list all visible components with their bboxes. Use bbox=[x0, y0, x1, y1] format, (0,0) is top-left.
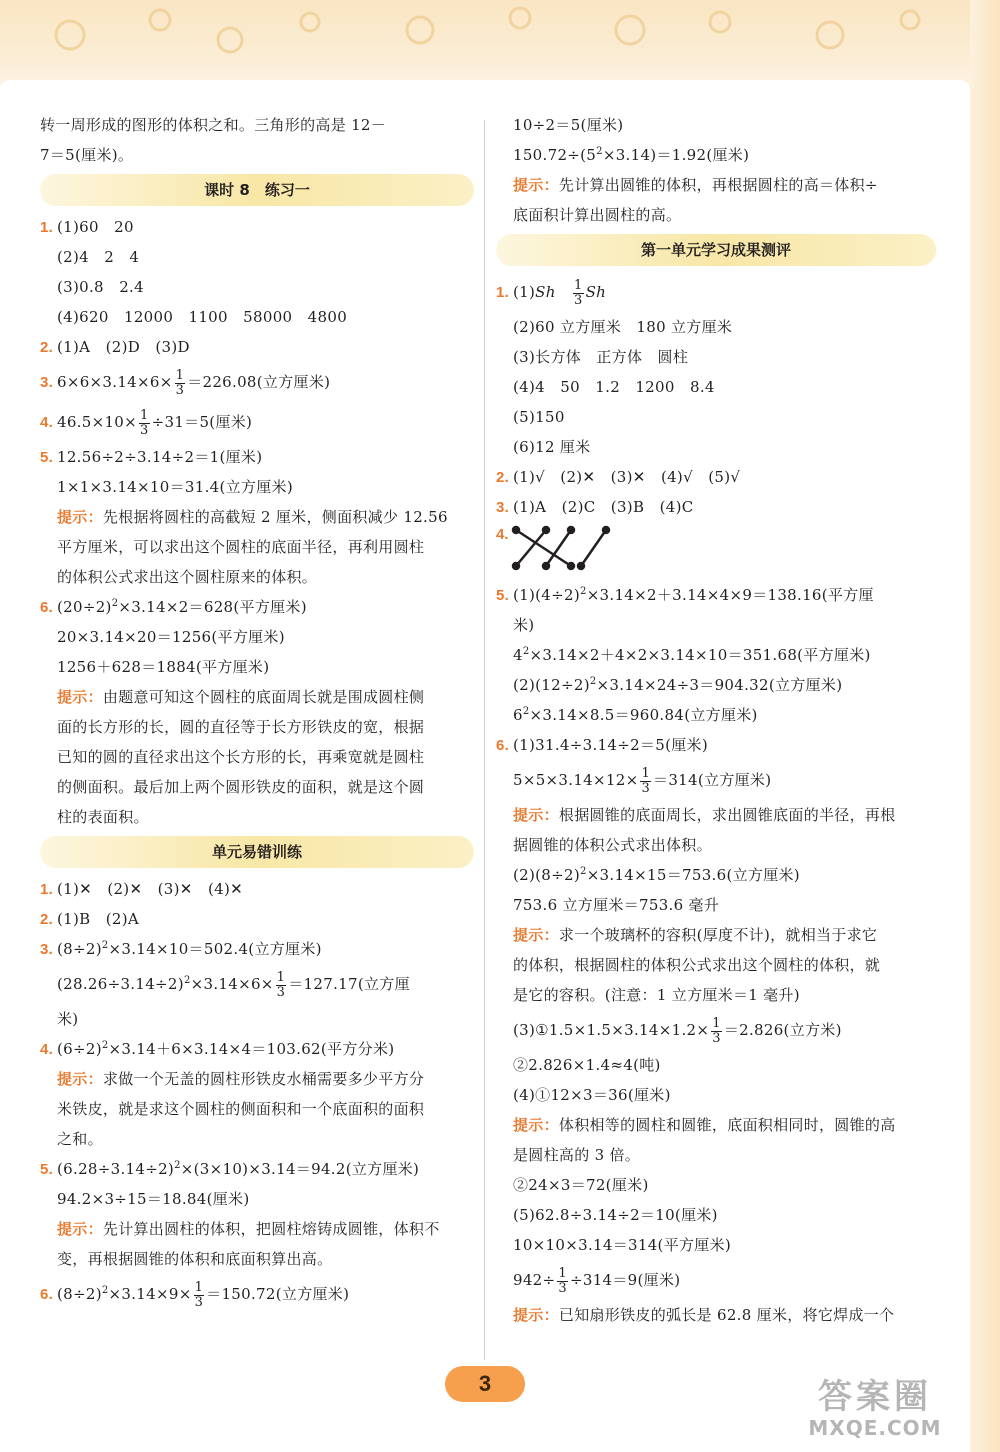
tip-line: 提示：求一个玻璃杯的容积(厚度不计)，就相当于求它 bbox=[513, 926, 878, 944]
answer-line: (3)①1.5×1.5×3.14×1.2× $\frac{1}{3}$ ＝2.826(立方米) bbox=[513, 1015, 842, 1046]
tip-label: 提示： bbox=[513, 1116, 559, 1134]
answer-line: (3)长方体 正方体 圆柱 bbox=[513, 348, 689, 366]
tip-line: 提示：根据圆锥的底面周长，求出圆锥底面的半径，再根 bbox=[513, 806, 896, 824]
fraction: $\frac{1}{3}$ bbox=[175, 367, 185, 398]
tip-line: 提示：已知扇形铁皮的弧长是 62.8 厘米，将它焊成一个 bbox=[513, 1306, 895, 1324]
tip-line: 是它的容积。(注意：1 立方厘米＝1 毫升) bbox=[513, 986, 800, 1004]
section-header-error-training: 单元易错训练 bbox=[40, 836, 474, 868]
tip-line: 米铁皮，就是求这个圆柱的侧面积和一个底面积的面积 bbox=[57, 1100, 425, 1118]
tip-line: 提示：由题意可知这个圆柱的底面周长就是围成圆柱侧 bbox=[57, 688, 425, 706]
answer-line: 1. (1)60 20 bbox=[40, 212, 474, 242]
answer-line: (6)12 厘米 bbox=[513, 438, 591, 456]
fraction: $\frac{1}{3}$ bbox=[574, 277, 583, 308]
tip-line: 柱的表面积。 bbox=[57, 808, 149, 826]
answer-line: 5×5×3.14×12× $\frac{1}{3}$ ＝314(立方厘米) bbox=[513, 765, 772, 796]
tip-label: 提示： bbox=[513, 176, 559, 194]
question-number: 6. bbox=[40, 1286, 54, 1303]
answer-line: $4^2\times 3.14\times 2+4\times 2\times 3.14\times 10=351.68$(平方厘米) bbox=[513, 646, 871, 664]
answer-line: 6. (1)31.4÷3.14÷2＝5(厘米) bbox=[496, 730, 936, 760]
tip-line: 的体积，根据圆柱的体积公式求出这个圆柱的体积，就 bbox=[513, 956, 881, 974]
right-edge-band bbox=[970, 0, 1000, 1452]
answer-line: $(2)(8\div 2)^2\times 3.14\times 15=753.6$(立方厘米) bbox=[513, 866, 800, 884]
tip-line: 的侧面积。最后加上两个圆形铁皮的面积，就是这个圆 bbox=[57, 778, 425, 796]
section-header-lesson8: 课时 8 练习一 bbox=[40, 174, 474, 206]
question-number: 6. bbox=[40, 599, 54, 616]
fraction: $\frac{1}{3}$ bbox=[194, 1279, 204, 1310]
answer-line: (5)150 bbox=[513, 408, 565, 426]
fraction: $\frac{1}{3}$ bbox=[641, 765, 651, 796]
answer-line: ②24×3＝72(厘米) bbox=[513, 1176, 649, 1194]
tip-line: 之和。 bbox=[57, 1130, 103, 1148]
answer-line: 2. (1)A (2)D (3)D bbox=[40, 332, 474, 362]
answer-line: (4)620 12000 1100 58000 4800 bbox=[57, 308, 348, 326]
answer-line: 米) bbox=[57, 1010, 79, 1028]
tip-line: 提示：先计算出圆柱的体积，把圆柱熔铸成圆锥，体积不 bbox=[57, 1220, 440, 1238]
question-number: 4. bbox=[40, 414, 54, 431]
question-number: 2. bbox=[496, 469, 510, 486]
answer-line: 10×10×3.14＝314(平方厘米) bbox=[513, 1236, 732, 1254]
answer-line: 2. (1)√ (2)✕ (3)✕ (4)√ (5)√ bbox=[496, 462, 936, 492]
answer-line: $(2)(12\div 2)^2\times 3.14\times 24\div 3=904.32$(立方厘米) bbox=[513, 676, 843, 694]
answer-line: (4)①12×3＝36(厘米) bbox=[513, 1086, 671, 1104]
question-number: 2. bbox=[40, 339, 54, 356]
answer-line: (5)62.8÷3.14÷2＝10(厘米) bbox=[513, 1206, 718, 1224]
tip-label: 提示： bbox=[57, 1070, 103, 1088]
answer-line: 94.2×3÷15＝18.84(厘米) bbox=[57, 1190, 250, 1208]
answer-line: 1×1×3.14×10＝31.4(立方厘米) bbox=[57, 478, 293, 496]
question-number: 1. bbox=[40, 219, 54, 236]
tip-label: 提示： bbox=[57, 688, 103, 706]
question-number: 5. bbox=[40, 449, 54, 466]
tip-line: 提示：先根据将圆柱的高截短 2 厘米，侧面积减少 12.56 bbox=[57, 508, 448, 526]
section-header-unit-test: 第一单元学习成果测评 bbox=[496, 234, 936, 266]
question-number: 3. bbox=[496, 499, 510, 516]
tip-line: 提示：体积相等的圆柱和圆锥，底面积相同时，圆锥的高 bbox=[513, 1116, 896, 1134]
answer-line: $6^2\times 3.14\times 8.5=960.84$(立方厘米) bbox=[513, 706, 758, 724]
fraction: $\frac{1}{3}$ bbox=[140, 407, 149, 438]
answer-line: 753.6 立方厘米＝753.6 毫升 bbox=[513, 896, 720, 914]
tip-label: 提示： bbox=[57, 508, 103, 526]
tip-line: 变，再根据圆锥的体积和底面积算出高。 bbox=[57, 1250, 333, 1268]
answer-line: 6. $(8\div 2)^2\times 3.14\times 9\times$ $\frac{1}{3}$ ＝150.72(立方厘米) bbox=[40, 1274, 474, 1314]
tip-line: 已知的圆的直径求出这个长方形的长，再乘宽就是圆柱 bbox=[57, 748, 425, 766]
tip-line: 平方厘米，可以求出这个圆柱的底面半径，再利用圆柱 bbox=[57, 538, 425, 556]
right-column bbox=[496, 110, 936, 1330]
text-line: 7＝5(厘米)。 bbox=[40, 146, 134, 164]
answer-line: 5. 12.56÷2÷3.14÷2＝1(厘米) bbox=[40, 442, 474, 472]
fraction: $\frac{1}{3}$ bbox=[276, 969, 286, 1000]
tip-line: 的体积公式求出这个圆柱原来的体积。 bbox=[57, 568, 318, 586]
answer-line: 1256＋628＝1884(平方厘米) bbox=[57, 658, 270, 676]
answer-line: ②2.826×1.4≈4(吨) bbox=[513, 1056, 661, 1074]
question-number: 3. bbox=[40, 941, 54, 958]
tip-line: 提示：求做一个无盖的圆柱形铁皮水桶需要多少平方分 bbox=[57, 1070, 425, 1088]
question-number: 5. bbox=[40, 1161, 54, 1178]
answer-line: 3. 6×6×3.14×6× $\frac{1}{3}$ ＝226.08(立方厘米) bbox=[40, 362, 474, 402]
matching-lines-icon bbox=[511, 524, 621, 574]
answer-line: 1. (1)Sh $\frac{1}{3}$ Sh bbox=[496, 272, 936, 312]
question-number: 4. bbox=[496, 526, 509, 543]
question-number: 5. bbox=[496, 587, 510, 604]
answer-line: (4)4 50 1.2 1200 8.4 bbox=[513, 378, 715, 396]
cloud-pattern-icon bbox=[0, 0, 970, 80]
matching-diagram bbox=[496, 522, 936, 580]
tip-label: 提示： bbox=[57, 1220, 103, 1238]
answer-line: 4. $(6\div 2)^2\times 3.14+6\times 3.14\times 4=103.62$(平方分米) bbox=[40, 1034, 474, 1064]
answer-line: (2)4 2 4 bbox=[57, 248, 140, 266]
fraction: $\frac{1}{3}$ bbox=[712, 1015, 721, 1046]
tip-label: 提示： bbox=[513, 806, 559, 824]
column-divider bbox=[484, 120, 485, 1360]
answer-line: 米) bbox=[513, 616, 535, 634]
answer-line: 5. $(1)(4\div 2)^2\times 3.14\times 2+3.14\times 4\times 9=138.16$(平方厘 bbox=[496, 580, 936, 610]
question-number: 1. bbox=[40, 881, 54, 898]
question-number: 2. bbox=[40, 911, 54, 928]
answer-line: 942÷ $\frac{1}{3}$ ÷314＝9(厘米) bbox=[513, 1265, 681, 1296]
left-column bbox=[40, 110, 474, 1314]
tip-line: 提示：先计算出圆锥的体积，再根据圆柱的高＝体积÷ bbox=[513, 176, 878, 194]
text-line: 转一周形成的图形的体积之和。三角形的高是 12－ bbox=[40, 116, 387, 134]
answer-line: 3. $(8\div 2)^2\times 3.14\times 10=502.4$(立方厘米) bbox=[40, 934, 474, 964]
answer-line: 5. $(6.28\div 3.14\div 2)^2\times(3\times 10)\times 3.14=94.2$(立方厘米) bbox=[40, 1154, 474, 1184]
tip-label: 提示： bbox=[513, 1306, 559, 1324]
question-number: 4. bbox=[40, 1041, 54, 1058]
question-number: 3. bbox=[40, 374, 54, 391]
header-decoration-band bbox=[0, 0, 1000, 90]
answer-line: (3)0.8 2.4 bbox=[57, 278, 144, 296]
answer-line: 20×3.14×20＝1256(平方厘米) bbox=[57, 628, 285, 646]
tip-line: 据圆锥的体积公式求出体积。 bbox=[513, 836, 712, 854]
question-number: 1. bbox=[496, 284, 510, 301]
answer-line: 4. 46.5×10× $\frac{1}{3}$ ÷31＝5(厘米) bbox=[40, 402, 474, 442]
tip-label: 提示： bbox=[513, 926, 559, 944]
answer-line: 2. (1)B (2)A bbox=[40, 904, 474, 934]
answer-line: 3. (1)A (2)C (3)B (4)C bbox=[496, 492, 936, 522]
answer-line: (2)60 立方厘米 180 立方厘米 bbox=[513, 318, 733, 336]
tip-line: 是圆柱高的 3 倍。 bbox=[513, 1146, 641, 1164]
tip-line: 面的长方形的长，圆的直径等于长方形铁皮的宽，根据 bbox=[57, 718, 425, 736]
watermark-logo: 答案圈 MXQE.COM bbox=[808, 1377, 942, 1440]
tip-line: 底面积计算出圆柱的高。 bbox=[513, 206, 682, 224]
answer-line: $(28.26\div 3.14\div 2)^2\times 3.14\times 6\times$ $\frac{1}{3}$ ＝127.17(立方厘 bbox=[57, 969, 410, 1000]
answer-line: 1. (1)✕ (2)✕ (3)✕ (4)✕ bbox=[40, 874, 474, 904]
question-number: 6. bbox=[496, 737, 510, 754]
answer-line: $150.72\div(5^2\times 3.14)=1.92$(厘米) bbox=[513, 146, 750, 164]
fraction: $\frac{1}{3}$ bbox=[558, 1265, 567, 1296]
answer-line: 10÷2＝5(厘米) bbox=[513, 116, 624, 134]
page-number: 3 bbox=[445, 1366, 525, 1402]
answer-line: 6. $(20\div 2)^2\times 3.14\times 2=628$(平方厘米) bbox=[40, 592, 474, 622]
